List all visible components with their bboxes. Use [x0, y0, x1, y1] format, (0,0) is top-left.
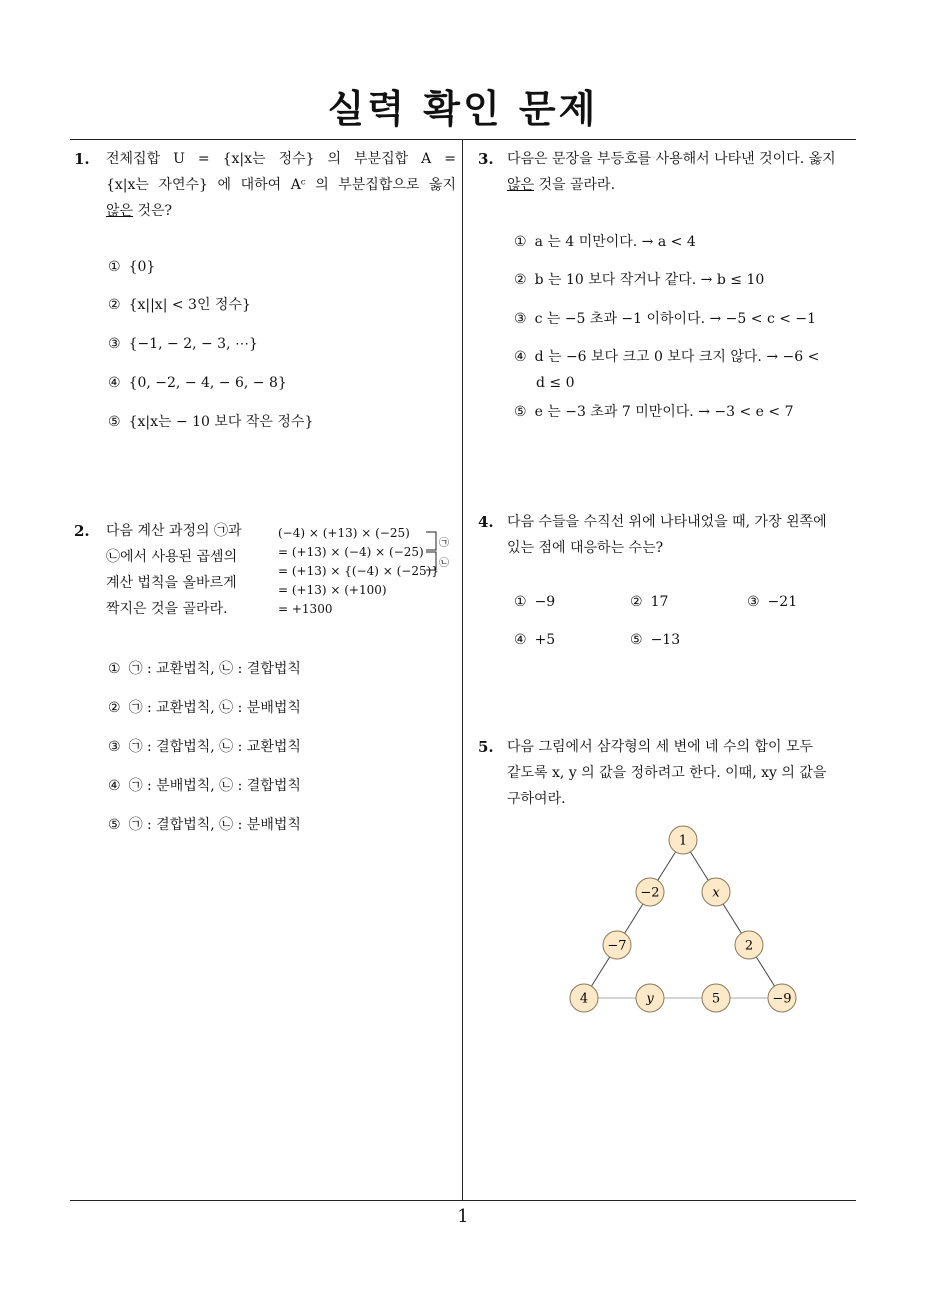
option-text: {x|x는 − 10 보다 작은 정수} — [128, 414, 314, 430]
node-label: 1 — [678, 833, 688, 849]
option-text: 17 — [650, 594, 669, 610]
question-text — [507, 509, 859, 561]
question-2 — [72, 518, 460, 838]
node-2 — [636, 878, 664, 906]
option-text: ㉠ : 분배법칙, ㉡ : 결합법칙 — [128, 778, 301, 794]
calc-line: = +1300 — [278, 602, 333, 616]
option-1[interactable] — [514, 589, 555, 615]
option-3[interactable] — [747, 589, 797, 615]
option-2[interactable] — [514, 267, 764, 293]
option-3[interactable] — [108, 734, 301, 760]
question-1 — [72, 146, 457, 446]
option-text: {0, −2, − 4, − 6, − 8} — [128, 375, 287, 391]
text-line: 같도록 x, y 의 값을 정하려고 한다. 이때, xy 의 값을 — [507, 765, 827, 781]
text-line: 계산 법칙을 올바르게 — [106, 575, 237, 591]
option-text: ㉠ : 결합법칙, ㉡ : 교환법칙 — [128, 739, 301, 755]
question-3 — [476, 146, 861, 426]
top-rule — [70, 139, 856, 140]
option-text: d ≤ 0 — [536, 375, 575, 391]
underlined-word: 않은 — [106, 203, 134, 219]
option-3[interactable] — [514, 306, 816, 332]
page-title: 실력 확인 문제 — [327, 87, 599, 131]
option-4[interactable] — [514, 344, 819, 370]
option-text: {0} — [128, 259, 156, 275]
column-divider — [462, 139, 463, 1200]
text-fragment: 것은? — [133, 203, 173, 219]
text-line: 다음 계산 과정의 ㉠과 — [106, 523, 242, 539]
question-number: 4. — [478, 513, 494, 531]
node-4 — [603, 931, 631, 959]
node-6 — [570, 984, 598, 1012]
option-1[interactable] — [514, 229, 696, 255]
node-5 — [735, 931, 763, 959]
question-number: 5. — [478, 738, 494, 756]
option-text: b 는 10 보다 작거나 같다. → b ≤ 10 — [534, 272, 765, 288]
option-mark: ② — [108, 297, 121, 313]
text-line: 짝지은 것을 골라라. — [106, 601, 228, 617]
option-mark: ④ — [108, 375, 121, 391]
option-mark: ② — [514, 272, 527, 288]
brace-label-a: ㉠ — [439, 538, 449, 549]
option-text: −21 — [767, 594, 798, 610]
question-text — [507, 734, 859, 812]
node-1 — [669, 826, 697, 854]
node-label: x — [712, 885, 720, 901]
option-2[interactable] — [630, 589, 668, 615]
calc-line: = (+13) × {(−4) × (−25)} — [278, 564, 439, 578]
question-number: 2. — [74, 522, 90, 540]
page-number: 1 — [457, 1206, 469, 1227]
text-line: {x|x는 자연수} 에 대하여 Aᶜ 의 부분집합으로 옳지 — [106, 177, 456, 193]
option-2[interactable] — [108, 292, 251, 318]
brace-label-b: ㉡ — [439, 558, 449, 569]
node-label: 4 — [579, 991, 589, 1007]
option-text: a 는 4 미만이다. → a < 4 — [534, 234, 696, 250]
text-line — [106, 198, 456, 224]
node-label: −7 — [607, 938, 627, 954]
option-mark: ④ — [108, 778, 121, 794]
option-mark: ② — [108, 700, 121, 716]
option-mark: ① — [108, 259, 121, 275]
option-text: −13 — [650, 632, 681, 648]
option-text: {x||x| < 3인 정수} — [128, 297, 251, 313]
option-mark: ④ — [514, 632, 527, 648]
option-text: c 는 −5 초과 −1 이하이다. → −5 < c < −1 — [534, 311, 817, 327]
option-text: {−1, − 2, − 3, ⋯} — [128, 336, 258, 352]
question-text — [106, 146, 456, 224]
option-text: e 는 −3 초과 7 미만이다. → −3 < e < 7 — [534, 404, 794, 420]
option-text: +5 — [534, 632, 556, 648]
text-fragment: 것을 골라라. — [534, 177, 616, 193]
option-mark: ③ — [747, 594, 760, 610]
node-8 — [702, 984, 730, 1012]
triangle-nodes — [570, 826, 796, 1012]
calc-line: = (+13) × (+100) — [278, 583, 387, 597]
calculation-steps — [278, 524, 439, 619]
option-mark: ③ — [514, 311, 527, 327]
option-mark: ② — [630, 594, 643, 610]
option-text: d 는 −6 보다 크고 0 보다 크지 않다. → −6 < — [534, 349, 820, 365]
option-mark: ⑤ — [108, 414, 121, 430]
text-line — [507, 172, 859, 198]
option-text: ㉠ : 교환법칙, ㉡ : 분배법칙 — [128, 700, 301, 716]
option-3[interactable] — [108, 331, 258, 357]
option-1[interactable] — [108, 254, 155, 280]
option-mark: ① — [514, 234, 527, 250]
option-mark: ④ — [514, 349, 527, 365]
question-number: 3. — [478, 150, 494, 168]
option-5[interactable] — [514, 399, 793, 425]
option-mark: ① — [514, 594, 527, 610]
option-5[interactable] — [108, 409, 313, 435]
option-text: ㉠ : 결합법칙, ㉡ : 분배법칙 — [128, 817, 301, 833]
text-line: 다음 수들을 수직선 위에 나타내었을 때, 가장 왼쪽에 — [507, 514, 827, 530]
node-label: y — [646, 991, 654, 1007]
text-line: 구하여라. — [507, 791, 566, 807]
text-line: 있는 점에 대응하는 수는? — [507, 540, 664, 556]
option-mark: ⑤ — [514, 404, 527, 420]
question-text — [507, 146, 859, 198]
node-label: 2 — [744, 938, 754, 954]
option-text: ㉠ : 교환법칙, ㉡ : 결합법칙 — [128, 661, 301, 677]
node-label: 5 — [711, 991, 721, 1007]
option-mark: ③ — [108, 336, 121, 352]
triangle-edges — [584, 840, 782, 998]
option-1[interactable] — [108, 656, 301, 682]
text-line: ㉡에서 사용된 곱셈의 — [106, 549, 238, 565]
option-4[interactable] — [108, 370, 287, 396]
option-mark: ① — [108, 661, 121, 677]
option-mark: ⑤ — [630, 632, 643, 648]
question-4 — [476, 509, 861, 659]
brace-markers — [424, 530, 458, 580]
calc-line: (−4) × (+13) × (−25) — [278, 526, 410, 540]
node-3 — [702, 878, 730, 906]
option-4[interactable] — [108, 773, 301, 799]
question-number: 1. — [74, 150, 90, 168]
text-line: 전체집합 U = {x|x는 정수} 의 부분집합 A = — [106, 151, 456, 167]
node-label: −2 — [640, 885, 660, 901]
option-2[interactable] — [108, 695, 301, 721]
option-5[interactable] — [108, 812, 301, 838]
node-label: −9 — [772, 991, 792, 1007]
text-line: 다음 그림에서 삼각형의 세 변에 네 수의 합이 모두 — [507, 739, 814, 755]
option-5[interactable] — [630, 627, 680, 653]
triangle-diagram — [560, 818, 810, 1028]
node-7 — [636, 984, 664, 1012]
option-mark: ③ — [108, 739, 121, 755]
calc-line: = (+13) × (−4) × (−25) — [278, 545, 424, 559]
question-text — [106, 518, 266, 622]
option-4[interactable] — [514, 627, 555, 653]
option-mark: ⑤ — [108, 817, 121, 833]
text-line: 다음은 문장을 부등호를 사용해서 나타낸 것이다. 옳지 — [507, 151, 836, 167]
option-4-continued — [536, 370, 575, 396]
option-text: −9 — [534, 594, 556, 610]
node-9 — [768, 984, 796, 1012]
bottom-rule — [70, 1200, 856, 1201]
underlined-word: 않은 — [507, 177, 535, 193]
